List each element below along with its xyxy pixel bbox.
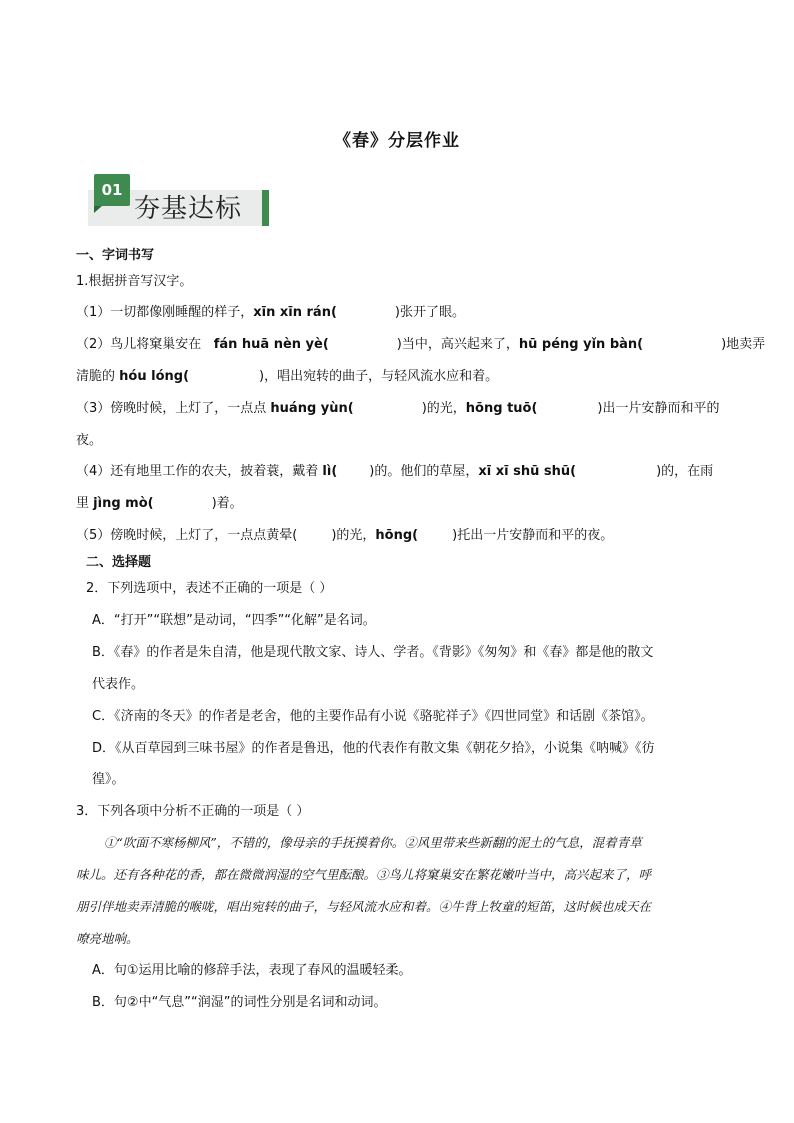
section-heading-choice: 二、选择题 xyxy=(86,555,152,570)
sentence-3-line-2: 夜。 xyxy=(76,433,103,448)
sentence-text: )托出一片安静而和平的夜。 xyxy=(452,528,614,543)
sentence-text: )出一片安静而和平的 xyxy=(597,401,720,416)
pinyin: hóu lóng( xyxy=(119,369,190,384)
question-2-option-b[interactable]: B．《春》的作者是朱自清，他是现代散文家、诗人、学者。《背影》《匆匆》和《春》都是他的散文 xyxy=(92,645,654,660)
pinyin: jìng mò( xyxy=(93,496,154,511)
passage-line-1: ①“吹面不寒杨柳风”，不错的，像母亲的手抚摸着你。②风里带来些新翻的泥土的气息，混着青草 xyxy=(104,835,642,850)
sentence-text: （1）一切都像刚睡醒的样子， xyxy=(76,305,254,320)
sentence-text: )张开了眼。 xyxy=(394,305,465,320)
question-2-option-a[interactable]: A．“打开”“联想”是动词，“四季”“化解”是名词。 xyxy=(92,613,376,628)
sentence-text: （3）傍晚时候，上灯了，一点点 xyxy=(76,401,267,416)
pinyin: huáng yùn( xyxy=(270,401,354,416)
pinyin: hōng tuō( xyxy=(465,401,538,416)
sentence-3-line-1 xyxy=(76,400,720,418)
sentence-text: （4）还有地里工作的农夫，披着蓑，戴着 xyxy=(76,464,319,479)
sentence-text: )的光， xyxy=(421,401,466,416)
sentence-5 xyxy=(76,527,613,545)
question-2: 2．下列选项中，表述不正确的一项是（ ） xyxy=(86,581,333,596)
question-3: 3．下列各项中分析不正确的一项是（ ） xyxy=(76,804,310,819)
passage-line-3: 朋引伴地卖弄清脆的喉咙，唱出宛转的曲子，与轻风流水应和着。④牛背上牧童的短笛，这时候也成天在 xyxy=(76,899,652,914)
sentence-1 xyxy=(76,304,465,322)
question-2-option-d[interactable]: D．《从百草园到三味书屋》的作者是鲁迅，他的代表作有散文集《朝花夕拾》，小说集《呐喊》《彷 xyxy=(92,741,655,756)
sentence-text: 清脆的 xyxy=(76,369,116,384)
question-3-option-a[interactable]: A．句①运用比喻的修辞手法，表现了春风的温暖轻柔。 xyxy=(92,963,412,978)
pinyin: lì( xyxy=(322,464,338,479)
sentence-text: （2）鸟儿将窠巢安在 xyxy=(76,337,202,352)
pinyin: xī xī shū shū( xyxy=(478,464,577,479)
sentence-text: )的，在雨 xyxy=(656,464,714,479)
passage-line-2: 味儿。还有各种花的香，都在微微润湿的空气里酝酿。③鸟儿将窠巢安在繁花嫩叶当中，高兴起来了，呼 xyxy=(76,867,652,882)
page-title: 《春》分层作业 xyxy=(334,131,460,151)
question-2-option-c[interactable]: C．《济南的冬天》的作者是老舍，他的主要作品有小说《骆驼祥子》《四世同堂》和话剧《茶馆》。 xyxy=(92,709,654,724)
badge-accent-bar xyxy=(262,190,269,226)
section-badge xyxy=(84,170,274,230)
sentence-2-line-2 xyxy=(76,368,498,386)
pinyin: fán huā nèn yè( xyxy=(213,337,329,352)
sentence-4-line-1 xyxy=(76,463,713,481)
sentence-text: （5）傍晚时候，上灯了，一点点黄晕( xyxy=(76,528,298,543)
sentence-2-line-1 xyxy=(76,336,765,354)
section-heading-words: 一、字词书写 xyxy=(76,248,155,263)
sentence-text: )的。他们的草屋， xyxy=(369,464,479,479)
sentence-text: )的光， xyxy=(331,528,376,543)
pinyin: hū péng yǐn bàn( xyxy=(518,337,644,352)
question-2-option-b-cont: 代表作。 xyxy=(92,677,145,692)
pinyin: xīn xīn rán( xyxy=(253,305,337,320)
pinyin: hōng( xyxy=(375,528,419,543)
sentence-text: )着。 xyxy=(211,496,243,511)
question-3-option-b[interactable]: B．句②中“气息”“润湿”的词性分别是名词和动词。 xyxy=(92,995,387,1010)
badge-label: 夯基达标 xyxy=(134,194,243,224)
passage-line-4: 嘹亮地响。 xyxy=(76,931,139,946)
sentence-4-line-2 xyxy=(76,495,243,513)
question-1-intro: 1.根据拼音写汉字。 xyxy=(76,274,193,289)
sentence-text: )地卖弄 xyxy=(721,337,766,352)
question-2-option-d-cont: 徨》。 xyxy=(92,772,125,787)
sentence-text: )当中，高兴起来了， xyxy=(396,337,519,352)
sentence-text: )，唱出宛转的曲子，与轻风流水应和着。 xyxy=(259,369,499,384)
sentence-text: 里 xyxy=(76,496,90,511)
badge-number: 01 xyxy=(94,174,130,206)
